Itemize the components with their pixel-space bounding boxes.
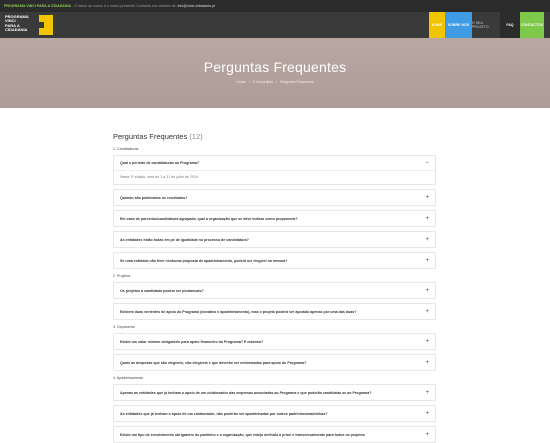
faq-item — [113, 282, 436, 299]
expand-icon[interactable]: + — [425, 338, 429, 345]
faq-category: 4. Apadrinhamento — [113, 376, 144, 380]
expand-icon[interactable]: + — [425, 257, 429, 264]
nav-about[interactable]: SOBRE NÓS — [445, 12, 472, 38]
faq-question-text: As entidades estão todas em pé de igualdade no processo de candidatura? — [120, 237, 249, 242]
faq-item — [113, 384, 436, 401]
faq-question-text: Qual o período de candidaturas ao Programa? — [120, 161, 200, 165]
expand-icon[interactable]: + — [425, 308, 429, 315]
breadcrumb-separator-icon: › — [275, 80, 278, 84]
faq-question[interactable] — [114, 355, 435, 370]
faq-question[interactable] — [114, 385, 435, 400]
expand-icon[interactable]: + — [425, 215, 429, 222]
faq-item — [113, 210, 436, 227]
expand-icon[interactable]: + — [425, 389, 429, 396]
nav-home[interactable]: HOME — [429, 12, 445, 38]
site-logo[interactable] — [5, 13, 57, 37]
breadcrumb-project[interactable]: O seu projeto — [252, 80, 273, 84]
nav-project[interactable]: O SEU PROJETO — [472, 12, 500, 38]
breadcrumb-home[interactable]: Home — [236, 80, 246, 84]
faq-question-text: Existe um tipo de envolvimento obrigatório do padrinho e a organização, que esteja definido à priori e transversalmente para todos os projetos — [120, 432, 365, 437]
faq-item — [113, 155, 436, 185]
faq-category: 3. Orçamento — [113, 325, 135, 329]
expand-icon[interactable]: + — [425, 359, 429, 366]
faq-section — [113, 108, 436, 443]
contact-email-link[interactable]: info@vinci-cidadania.pt — [177, 4, 215, 8]
faq-category: 1. Candidaturas — [113, 147, 139, 151]
faq-question[interactable] — [114, 283, 435, 298]
breadcrumb-current: Perguntas Frequentes — [280, 80, 314, 84]
page-hero — [0, 38, 550, 108]
expand-icon[interactable]: + — [425, 287, 429, 294]
expand-icon[interactable]: + — [425, 236, 429, 243]
nav-faq[interactable]: FAQ — [500, 12, 520, 38]
faq-item — [113, 354, 436, 371]
announcement-bar — [0, 0, 550, 12]
nav-contacts[interactable]: CONTACTOS — [520, 12, 544, 38]
faq-question-text: Existem duas vertentes de apoio do Programa (donativo e apadrinhamento), mas o projeto poderá ser apoiado apenas por uma das duas? — [120, 309, 357, 314]
faq-item — [113, 252, 436, 269]
faq-title-text: Perguntas Frequentes — [113, 132, 188, 141]
faq-item — [113, 303, 436, 320]
breadcrumb-separator-icon: › — [248, 80, 250, 84]
faq-question-text: Apenas as entidades que já tenham o apoio de um colaborador das empresas associadas ao Programa é que poderão candidatar-se ao Programa? — [120, 390, 372, 395]
faq-answer: Nesta 1ª edição, será de 1 a 31 de julho de 2019. — [120, 175, 199, 179]
site-header — [0, 12, 550, 38]
faq-question-text: Quais as despesas que são elegíveis, não elegíveis e que deverão ser minimizadas para apoio do Programa? — [120, 360, 307, 365]
faq-question[interactable] — [114, 427, 435, 442]
faq-question[interactable] — [114, 334, 435, 349]
expand-icon[interactable]: + — [425, 410, 429, 417]
expand-icon[interactable]: + — [425, 194, 429, 201]
faq-question-text: Se uma entidade não tiver nenhuma proposta de apadrinhamento, poderá ser elegível na mesma? — [120, 258, 288, 263]
announcement-message: - O futuro do nosso é o nosso presente! Contacte-nos através de: — [72, 4, 177, 8]
main-nav — [429, 12, 544, 38]
faq-title — [113, 132, 436, 141]
breadcrumb — [236, 80, 313, 84]
faq-question-text: Quando são publicados os resultados? — [120, 195, 188, 200]
logo-line: PARA A — [5, 22, 20, 28]
logo-line: CIDADANIA — [5, 27, 28, 33]
logo-line: VINCI — [5, 18, 16, 24]
faq-item — [113, 426, 436, 443]
faq-item — [113, 405, 436, 422]
hero-title: Perguntas Frequentes — [203, 59, 347, 75]
faq-item — [113, 189, 436, 206]
faq-question-text: Os projetos a candidatar podem ser plurianuais? — [120, 288, 204, 293]
faq-item — [113, 333, 436, 350]
collapse-icon[interactable]: − — [425, 160, 429, 166]
logo-wordmark — [5, 13, 39, 37]
faq-question[interactable] — [114, 304, 435, 319]
expand-icon[interactable]: + — [425, 431, 429, 438]
faq-question[interactable] — [114, 211, 435, 226]
faq-item — [113, 231, 436, 248]
announcement-highlight: PROGRAMA VINCI PARA A CIDADANIA — [4, 4, 72, 8]
faq-question[interactable] — [114, 253, 435, 268]
faq-question[interactable] — [114, 156, 435, 171]
logo-line: PROGRAMA — [5, 14, 29, 19]
faq-question-text: Em caso de parcerias/candidatura agrupada, qual a organização que se deve indicar como proponente? — [120, 216, 298, 221]
faq-count: (12) — [189, 132, 203, 141]
faq-question[interactable] — [114, 190, 435, 205]
faq-category: 2. Projetos — [113, 274, 131, 278]
logo-mark-icon — [39, 15, 53, 35]
faq-question-text: Existe um valor mínimo obrigatório para apoio financeiro do Programa? E máximo? — [120, 339, 264, 344]
faq-question[interactable] — [114, 232, 435, 247]
faq-question[interactable] — [114, 406, 435, 421]
faq-question-text: As entidades que já tenham o apoio de um colaborador, não poderão ser apadrinhadas por outros padrinhos/madrinhas? — [120, 411, 328, 416]
